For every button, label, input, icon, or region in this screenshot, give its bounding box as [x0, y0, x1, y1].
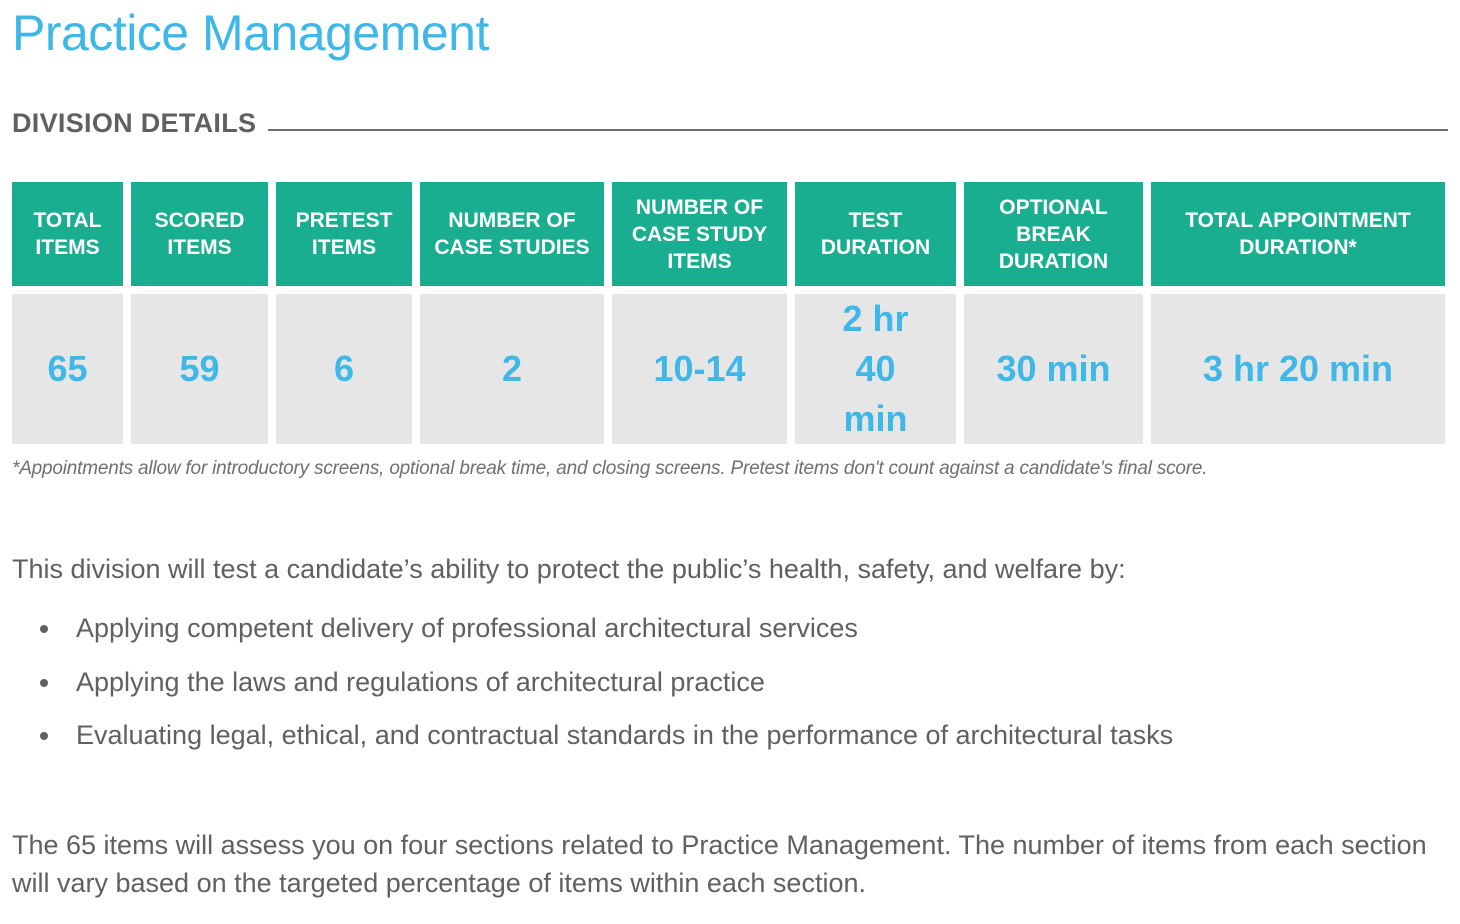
heading-divider — [268, 129, 1448, 131]
section-heading: DIVISION DETAILS — [12, 108, 257, 138]
bullet-text: Evaluating legal, ethical, and contractual standards in the performance of architectural tasks — [76, 720, 1174, 750]
value-number-of-case-study-items: 10-14 — [612, 294, 795, 444]
header-pretest-items: PRETEST ITEMS — [276, 182, 420, 294]
page-title: Practice Management — [12, 5, 489, 61]
table-value-row — [12, 294, 1445, 444]
value-total-items: 65 — [12, 294, 131, 444]
table-header-row — [12, 182, 1445, 294]
intro-paragraph: This division will test a candidate’s ability to protect the public’s health, safety, and welfare by: — [12, 554, 1126, 584]
bullet-text: Applying the laws and regulations of architectural practice — [76, 666, 765, 697]
section-heading-row — [12, 100, 1448, 140]
header-total-items: TOTAL ITEMS — [12, 182, 131, 294]
header-scored-items: SCORED ITEMS — [131, 182, 276, 294]
header-number-of-case-studies: NUMBER OF CASE STUDIES — [420, 182, 612, 294]
value-test-duration: 2 hr 40 min — [795, 294, 964, 444]
value-pretest-items: 6 — [276, 294, 420, 444]
division-details-table — [12, 182, 1445, 444]
value-optional-break-duration: 30 min — [964, 294, 1151, 444]
value-number-of-case-studies: 2 — [420, 294, 612, 444]
header-total-appointment-duration: TOTAL APPOINTMENT DURATION* — [1151, 182, 1445, 294]
value-scored-items: 59 — [131, 294, 276, 444]
closing-paragraph: The 65 items will assess you on four sections related to Practice Management. The number of items from each section will vary based on the targeted percentage of items within each section. — [12, 830, 1427, 898]
bullet-icon — [40, 625, 48, 633]
bullet-icon — [40, 679, 48, 687]
header-number-of-case-study-items: NUMBER OF CASE STUDY ITEMS — [612, 182, 795, 294]
table-footnote: *Appointments allow for introductory screens, optional break time, and closing screens. Pretest items don't count against a candidate's final score. — [12, 458, 1208, 479]
header-test-duration: TEST DURATION — [795, 182, 964, 294]
bullet-text: Applying competent delivery of professional architectural services — [76, 613, 858, 643]
header-optional-break-duration: OPTIONAL BREAK DURATION — [964, 182, 1151, 294]
bullet-icon — [40, 732, 48, 740]
value-total-appointment-duration: 3 hr 20 min — [1151, 294, 1445, 444]
